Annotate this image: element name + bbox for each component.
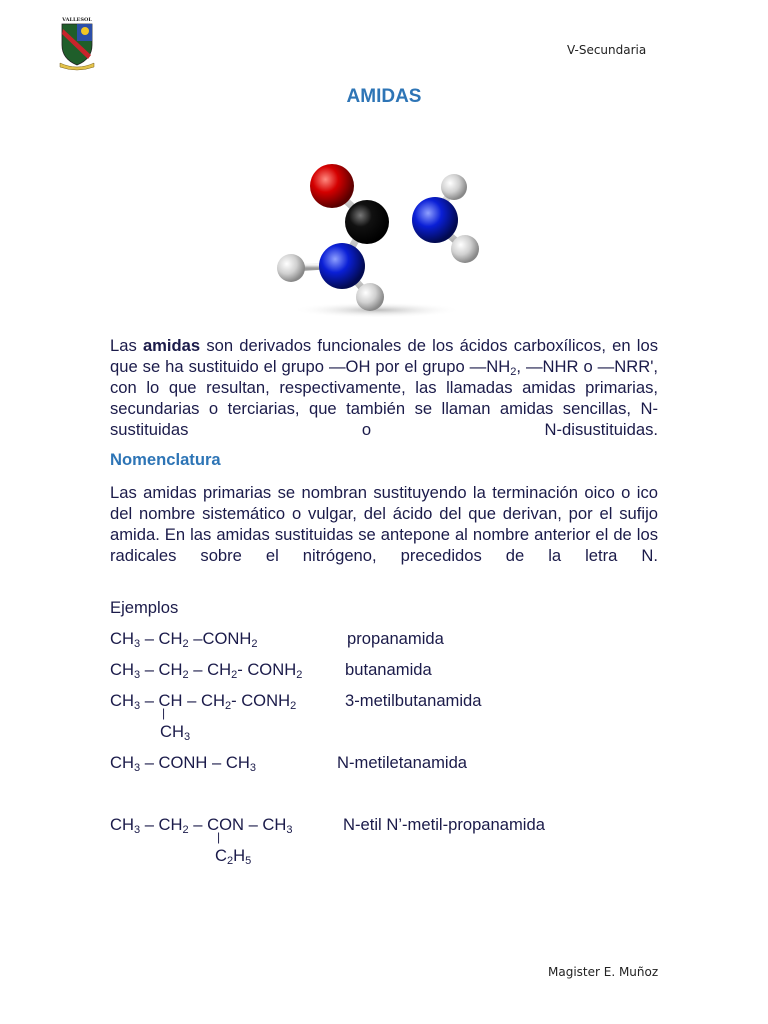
compound-name: N-etil N’-metil-propanamida [343,815,545,834]
intro-text-middle: son derivados funcionales de los ácidos carboxílicos, en los que se ha sustituido el grupo —OH por el grupo —NH [110,336,658,376]
formula-line: $CH_3$ – CH – $CH_2-$ $CONH_2$ [110,691,297,712]
logo-text: VALLESOL [62,17,92,23]
branch-bond: | [217,830,221,844]
school-crest-logo [57,15,97,71]
page-title: AMIDAS [346,86,422,107]
footer-author: Magister E. Muñoz [548,965,659,979]
formula-line: $CH_3 - CH_2$ $-CONH_2$ [110,629,258,650]
carbon-atom [345,200,389,244]
hydrogen-atom [277,254,305,282]
urea-molecule-model [262,160,492,320]
nitrogen-atom [319,243,365,289]
hydrogen-atom [356,283,384,311]
compound-name: 3-metilbutanamida [345,691,482,710]
formula-line: $CH_3 - CH_2$ – CON – $CH_3$ [110,815,293,836]
hydrogen-atom [441,174,467,200]
formula-line: $CH_3 - CH_2 - CH_2-$ $CONH_2$ [110,660,303,681]
header-level-label: V-Secundaria [567,43,647,57]
oxygen-atom [310,164,354,208]
compound-name: propanamida [347,629,444,648]
intro-bold-term: amidas [142,336,201,355]
branch-group: $C_2H_5$ [215,846,252,867]
intro-subscript: 2 [510,366,517,378]
formula-line: $CH_3$ – CONH – $CH_3$ [110,753,256,774]
compound-name: butanamida [345,660,432,679]
hydrogen-atom [451,235,479,263]
nomenclature-heading: Nomenclatura [110,450,221,469]
intro-paragraph [110,335,658,461]
branch-group: $CH_3$ [160,722,191,743]
nomenclature-paragraph: Las amidas primarias se nombran sustituyendo la terminación oico o ico del nombre sistemático o vulgar, del ácido del que derivan, por el sufijo amida. En las amidas sustituidas se antepone al nombre anterior el de los radicales sobre el nitrógeno, precedidos de la letra N. [110,483,658,565]
examples-label: Ejemplos [110,598,179,617]
compound-name: N-metiletanamida [337,753,468,772]
intro-text-start: Las [110,336,143,355]
nitrogen-atom [412,197,458,243]
branch-bond: | [162,706,166,720]
intro-text-end: , —NHR o —NRR', con lo que resultan, respectivamente, las llamadas amidas primarias, secundarias o terciarias, que también se llaman amidas sencillas, N-sustituidas o N-disustituidas. [110,357,658,439]
